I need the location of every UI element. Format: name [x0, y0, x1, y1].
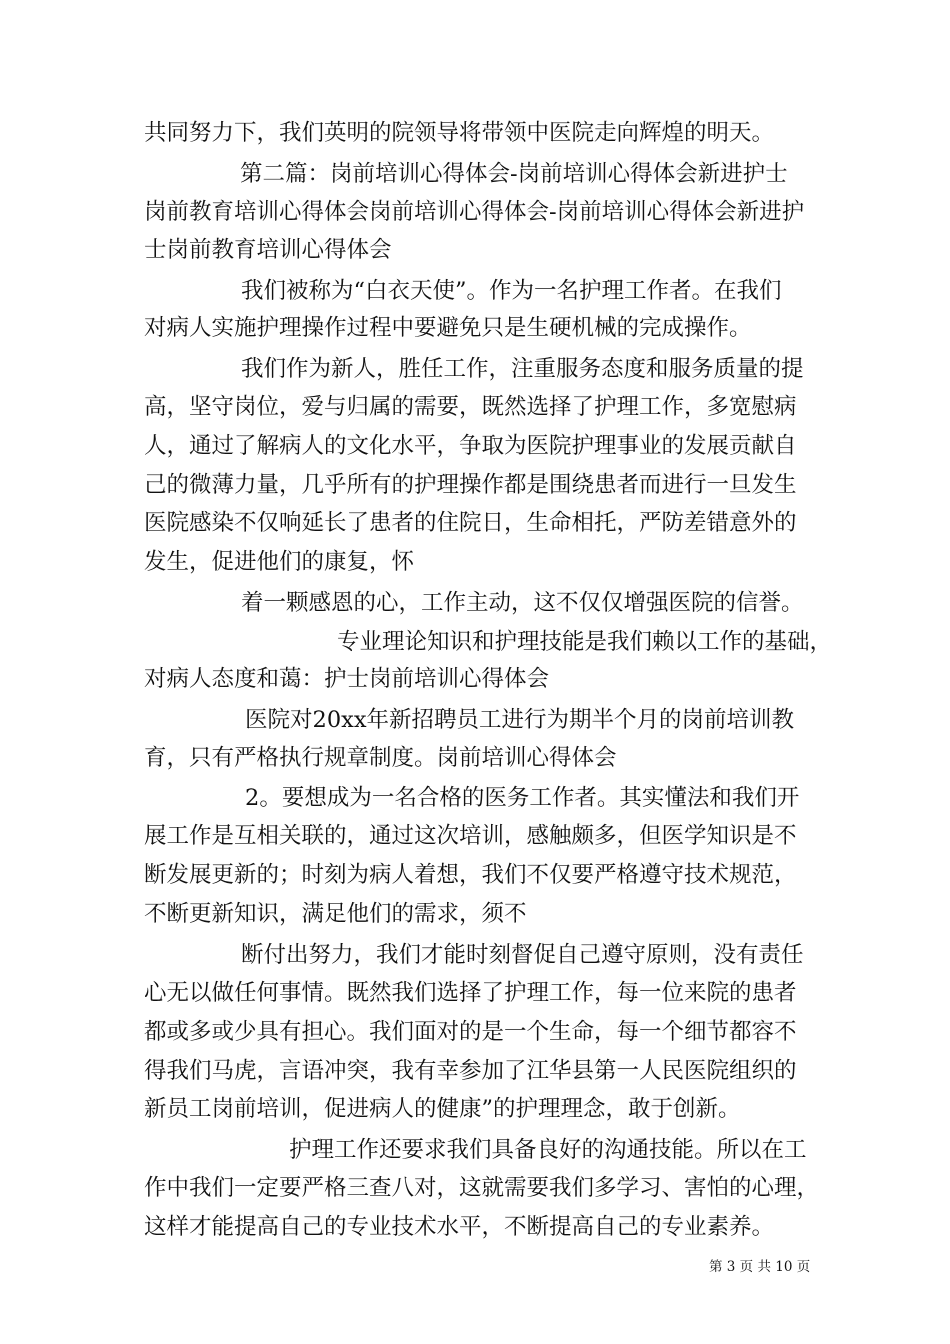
text-line: 人，通过了解病人的文化水平，争取为医院护理事业的发展贡献自 [144, 433, 797, 459]
section-heading: 岗前教育培训心得体会岗前培训心得体会-岗前培训心得体会新进护 [144, 199, 805, 225]
text-line: 护理工作还要求我们具备良好的沟通技能。所以在工 [289, 1137, 807, 1163]
text-line: 都或多或少具有担心。我们面对的是一个生命，每一个细节都容不 [144, 1019, 797, 1045]
text-line: 对病人态度和蔼：护士岗前培训心得体会 [144, 666, 550, 692]
text-line: 心无以做任何事情。既然我们选择了护理工作，每一位来院的患者 [144, 980, 797, 1006]
text-line: 这样才能提高自己的专业技术水平，不断提高自己的专业素养。 [144, 1214, 775, 1240]
text-line: 高，坚守岗位，爱与归属的需要，既然选择了护理工作，多宽慰病 [144, 394, 797, 420]
text-line: 共同努力下，我们英明的院领导将带领中医院走向辉煌的明天。 [144, 120, 775, 146]
text-line: 不断更新知识，满足他们的需求，须不 [144, 901, 527, 927]
text-line: 展工作是互相关联的，通过这次培训，感触颇多，但医学知识是不 [144, 823, 797, 849]
text-line: 专业理论知识和护理技能是我们赖以工作的基础， [337, 629, 833, 655]
section-heading: 士岗前教育培训心得体会 [144, 237, 392, 263]
text-line: 2。要想成为一名合格的医务工作者。其实懂法和我们开 [245, 785, 800, 811]
text-line: 我们被称为“白衣天使”。作为一名护理工作者。在我们 [241, 278, 782, 304]
text-line: 发生，促进他们的康复，怀 [144, 549, 415, 575]
text-line: 己的微薄力量，几乎所有的护理操作都是围绕患者而进行一旦发生 [144, 472, 797, 498]
text-line: 对病人实施护理操作过程中要避免只是生硬机械的完成操作。 [144, 315, 752, 341]
text-line: 断付出努力，我们才能时刻督促自己遵守原则，没有责任 [241, 942, 804, 968]
text-line: 断发展更新的；时刻为病人着想，我们不仅要严格遵守技术规范， [144, 862, 797, 888]
text-line: 新员工岗前培训，促进病人的健康”的护理理念，敢于创新。 [144, 1096, 741, 1122]
text-line: 得我们马虎，言语冲突，我有幸参加了江华县第一人民医院组织的 [144, 1058, 797, 1084]
section-heading: 第二篇：岗前培训心得体会-岗前培训心得体会新进护士 [240, 161, 788, 187]
page-number-footer: 第 3 页 共 10 页 [709, 1259, 811, 1275]
text-line: 育，只有严格执行规章制度。岗前培训心得体会 [144, 745, 617, 771]
text-line: 医院对20xx年新招聘员工进行为期半个月的岗前培训教 [245, 707, 795, 733]
text-line: 医院感染不仅响延长了患者的住院日，生命相托，严防差错意外的 [144, 510, 797, 536]
text-line: 作中我们一定要严格三查八对，这就需要我们多学习、害怕的心理， [144, 1175, 820, 1201]
text-line: 着一颗感恩的心，工作主动，这不仅仅增强医院的信誉。 [241, 590, 804, 616]
text-line: 我们作为新人，胜任工作，注重服务态度和服务质量的提 [241, 356, 804, 382]
